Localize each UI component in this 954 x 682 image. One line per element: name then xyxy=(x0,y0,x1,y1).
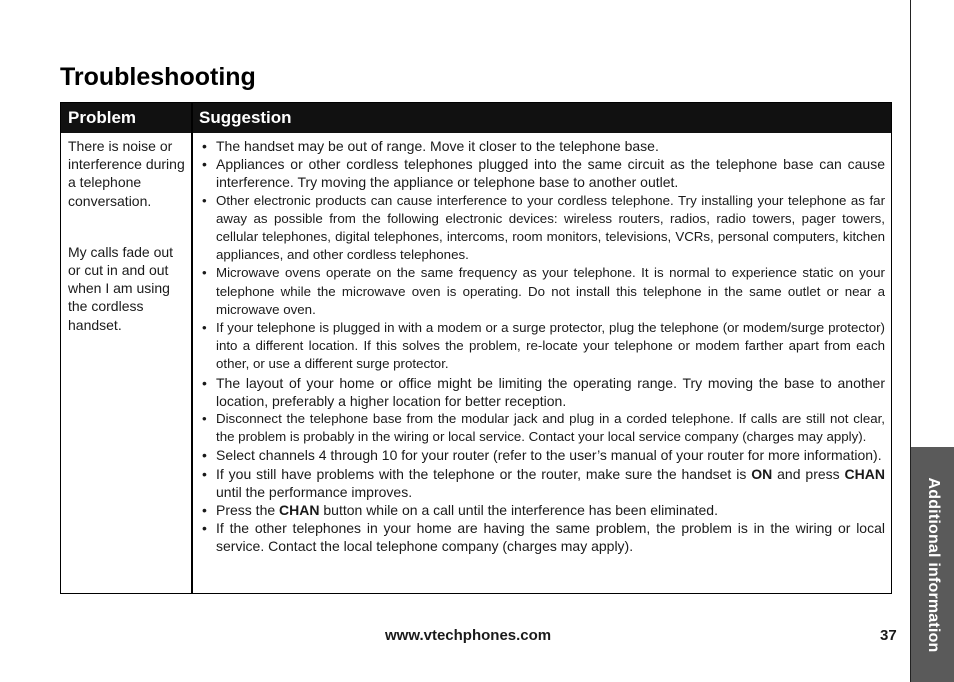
suggestion-text: and press xyxy=(772,465,845,482)
suggestion-text: until the performance improves. xyxy=(216,483,413,500)
chan-keyword: CHAN xyxy=(279,502,320,519)
suggestion-item: • If the other telephones in your home are having the same problem, the problem is in the wiring or local service. Contact the local telephone company (charges may apply). xyxy=(202,519,885,555)
suggestion-item: • Microwave ovens operate on the same frequency as your telephone. It is normal to experience static on your telephone while the microwave oven is operating. Do not install this telephone in the same outlet or near a microwave oven. xyxy=(202,264,885,319)
section-side-tab xyxy=(911,447,954,682)
suggestion-item: • The handset may be out of range. Move it closer to the telephone base. xyxy=(202,137,885,155)
on-keyword: ON xyxy=(751,465,773,482)
suggestion-list xyxy=(202,137,885,556)
column-divider xyxy=(191,103,193,593)
problem-column xyxy=(68,137,186,334)
page-title: Troubleshooting xyxy=(60,63,256,91)
suggestion-item: • Disconnect the telephone base from the modular jack and plug in a corded telephone. If calls are still not clear, the problem is probably in the wiring or local service. Contact your local service company (charges may apply). xyxy=(202,410,885,446)
troubleshooting-table xyxy=(60,102,892,594)
suggestion-text: If you still have problems with the telephone or the router, make sure the handset is xyxy=(216,465,752,482)
section-side-tab-label: Additional information xyxy=(924,476,942,653)
problem-noise: There is noise or interference during a telephone conversation. xyxy=(68,138,185,209)
suggestion-item xyxy=(202,501,885,519)
suggestion-item: • Select channels 4 through 10 for your router (refer to the user’s manual of your router for more information). xyxy=(202,446,885,464)
suggestion-item xyxy=(202,465,885,501)
page-number: 37 xyxy=(880,627,897,644)
suggestion-item: • If your telephone is plugged in with a modem or a surge protector, plug the telephone (or modem/surge protector) into a different location. If this solves the problem, re-locate your telephone or modem farther apart from each other, or use a different surge protector. xyxy=(202,319,885,374)
suggestion-text: Press the xyxy=(216,502,280,519)
footer-website: www.vtechphones.com xyxy=(385,627,552,644)
header-problem: Problem xyxy=(68,108,137,127)
suggestion-item: • The layout of your home or office might be limiting the operating range. Try moving the base to another location, preferably a higher location for better reception. xyxy=(202,374,885,410)
header-suggestion: Suggestion xyxy=(199,108,292,127)
chan-keyword: CHAN xyxy=(844,465,885,482)
table-header xyxy=(61,103,891,133)
suggestion-text: button while on a call until the interference has been eliminated. xyxy=(319,502,718,519)
suggestion-item: • Appliances or other cordless telephones plugged into the same circuit as the telephone base can cause interference. Try moving the appliance or telephone base to another outlet. xyxy=(202,155,885,191)
problem-fade: My calls fade out or cut in and out when I am using the cordless handset. xyxy=(68,243,174,333)
suggestion-item: • Other electronic products can cause interference to your cordless telephone. Try installing your telephone as far away as possible from the following electronic devices: wireless routers, radios, radio towers, pager towers, cellular telephones, digital telephones, intercoms, room monitors, televisions, VCRs, personal computers, kitchen appliances, and other cordless telephones. xyxy=(202,192,885,265)
